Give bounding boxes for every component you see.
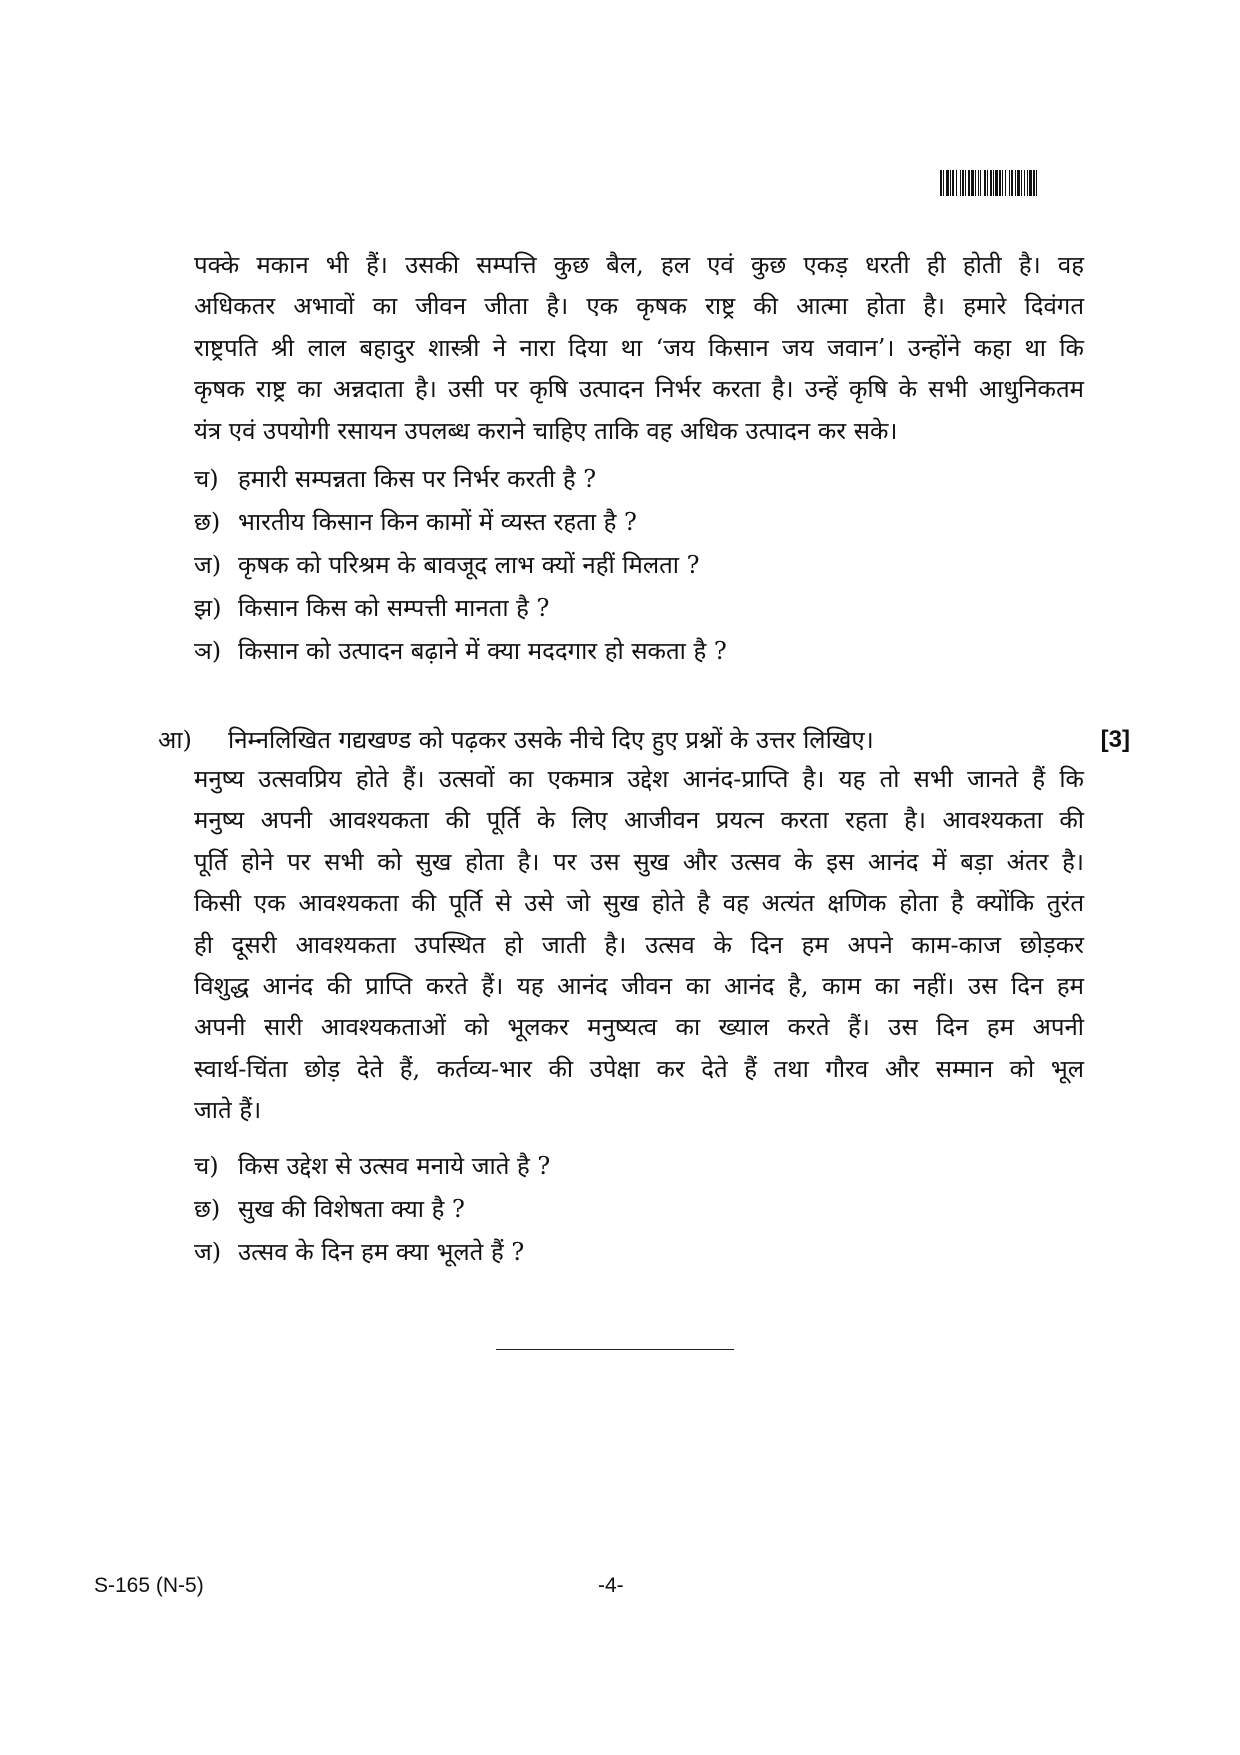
question-text: भारतीय किसान किन कामों में व्यस्त रहता है ? [238, 508, 637, 536]
question-item [194, 458, 1074, 501]
page-number: -4- [598, 1574, 624, 1597]
barcode-icon [940, 170, 1128, 196]
passage-2-line: विशुद्ध आनंद की प्राप्ति करते हैं। यह आनंद जीवन का आनंद है, काम का नहीं। उस दिन हम [194, 972, 1084, 1001]
question-item [194, 1145, 1074, 1188]
question-list-2 [194, 1145, 1074, 1274]
question-item [194, 587, 1074, 630]
passage-2-line: मनुष्य अपनी आवश्यकता की पूर्ति के लिए आजीवन प्रयत्न करता रहता है। आवश्यकता की [194, 806, 1084, 835]
section-instruction: निम्नलिखित गद्यखण्ड को पढ़कर उसके नीचे दिए हुए प्रश्नों के उत्तर लिखिए। [228, 726, 874, 754]
passage-2-line: अपनी सारी आवश्यकताओं को भूलकर मनुष्यत्व का ख्याल करते हैं। उस दिन हम अपनी [194, 1013, 1084, 1042]
question-label: छ) [194, 1195, 221, 1223]
question-label: च) [194, 465, 219, 493]
question-item [194, 1231, 1074, 1274]
question-list-1 [194, 458, 1074, 673]
passage-2-line: किसी एक आवश्यकता की पूर्ति से उसे जो सुख होते है वह अत्यंत क्षणिक होता है क्योंकि तुरंत [194, 889, 1084, 918]
question-label: ज) [194, 1238, 222, 1266]
passage-1-line: कृषक राष्ट्र का अन्नदाता है। उसी पर कृषि उत्पादन निर्भर करता है। उन्हें कृषि के सभी आधुनिकतम [194, 375, 1084, 404]
passage-1 [194, 245, 1084, 452]
paper-code: S-165 (N-5) [94, 1574, 204, 1597]
passage-2-line: स्वार्थ-चिंता छोड़ देते हैं, कर्तव्य-भार की उपेक्षा कर देते हैं तथा गौरव और सम्मान को भूल [194, 1054, 1084, 1083]
question-text: किसान किस को सम्पत्ती मानता है ? [238, 594, 550, 622]
question-label: ज) [194, 551, 222, 579]
question-item [194, 1188, 1074, 1231]
passage-2-line: मनुष्य उत्सवप्रिय होते हैं। उत्सवों का एकमात्र उद्देश आनंद-प्राप्ति है। यह तो सभी जानते हैं कि [194, 765, 1084, 793]
question-label: झ) [194, 594, 222, 622]
question-label: ञ) [194, 637, 222, 665]
passage-2-line: ही दूसरी आवश्यकता उपस्थित हो जाती है। उत्सव के दिन हम अपने काम-काज छोड़कर [194, 930, 1084, 959]
question-item [194, 501, 1074, 544]
passage-1-line: पक्के मकान भी हैं। उसकी सम्पत्ति कुछ बैल, हल एवं कुछ एकड़ धरती ही होती है। वह [194, 251, 1084, 279]
passage-1-line: अधिकतर अभावों का जीवन जीता है। एक कृषक राष्ट्र की आत्मा होता है। हमारे दिवंगत [194, 292, 1084, 321]
passage-1-line: राष्ट्रपति श्री लाल बहादुर शास्त्री ने नारा दिया था ‘जय किसान जय जवान’। उन्होंने कहा था कि [194, 333, 1084, 362]
question-text: किसान को उत्पादन बढ़ाने में क्या मददगार हो सकता है ? [238, 637, 727, 665]
question-text: सुख की विशेषता क्या है ? [238, 1195, 465, 1223]
passage-2-line: जाते हैं। [194, 1096, 262, 1125]
question-text: किस उद्देश से उत्सव मनाये जाते है ? [238, 1152, 551, 1180]
passage-1-line: यंत्र एवं उपयोगी रसायन उपलब्ध कराने चाहिए ताकि वह अधिक उत्पादन कर सके। [194, 416, 898, 445]
section-heading [158, 720, 1130, 760]
question-item [194, 544, 1074, 587]
passage-2 [194, 759, 1084, 1132]
question-text: हमारी सम्पन्नता किस पर निर्भर करती है ? [238, 465, 597, 493]
end-divider [496, 1349, 734, 1350]
question-text: कृषक को परिश्रम के बावजूद लाभ क्यों नहीं मिलता ? [238, 551, 700, 579]
section-label: आ) [158, 726, 192, 754]
passage-2-line: पूर्ति होने पर सभी को सुख होता है। पर उस सुख और उत्सव के इस आनंद में बड़ा अंतर है। [194, 847, 1084, 876]
question-label: च) [194, 1152, 219, 1180]
question-label: छ) [194, 508, 221, 536]
question-text: उत्सव के दिन हम क्या भूलते हैं ? [238, 1238, 525, 1266]
marks-badge: [3] [1100, 726, 1130, 753]
question-item [194, 630, 1074, 673]
